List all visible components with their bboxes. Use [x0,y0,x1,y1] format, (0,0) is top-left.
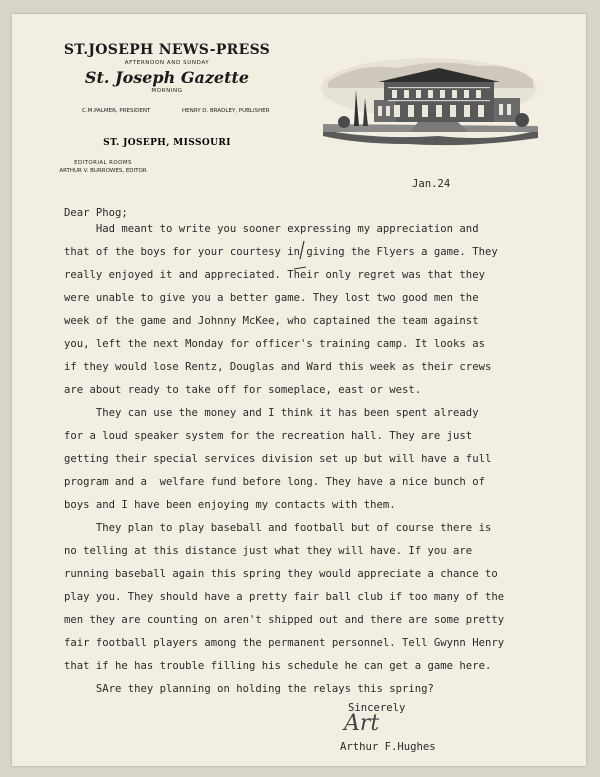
building-engraving [318,48,540,148]
body-line: week of the game and Johnny McKee, who captained the team against [64,315,479,327]
body-line: for a loud speaker system for the recreation hall. They are just [64,430,473,442]
body-line: running baseball again this spring they would appreciate a chance to [64,568,498,580]
handwritten-signature: Art [344,711,380,736]
body-line: no telling at this distance just what they will have. If you are [64,545,473,557]
signer-name: Arthur F.Hughes [340,741,436,753]
president-line: C.M.PALMER, PRESIDENT [82,108,151,114]
body-line: They can use the money and I think it has been spent already [64,407,479,419]
body-line: getting their special services division set up but will have a full [64,453,492,465]
editor-line: ARTHUR V. BURROWES, EDITOR [59,168,147,174]
salutation: Dear Phog; [64,207,128,219]
body-line: SAre they planning on holding the relays this spring? [64,683,434,695]
body-line: fair football players among the permanent personnel. Tell Gwynn Henry [64,637,505,649]
body-line: are about ready to take off for someplace, east or west. [64,384,422,396]
body-line: that of the boys for your courtesy in giving the Flyers a game. They [64,246,498,258]
gazette-edition: MORNING [151,88,183,94]
editorial-rooms-line: EDITORIAL ROOMS [74,160,132,166]
body-line: men they are counting on aren't shipped out and there are some pretty [64,614,505,626]
body-line: program and a welfare fund before long. They have a nice bunch of [64,476,485,488]
city-line: ST. JOSEPH, MISSOURI [103,138,231,148]
newspaper-editions: AFTERNOON AND SUNDAY [124,60,210,66]
body-line: you, left the next Monday for officer's training camp. It looks as [64,338,485,350]
body-line: if they would lose Rentz, Douglas and Ward this week as their crews [64,361,492,373]
body-line: Had meant to write you sooner expressing my appreciation and [64,223,479,235]
gazette-name: St. Joseph Gazette [84,68,250,87]
publisher-line: HENRY D. BRADLEY, PUBLISHER [182,108,270,114]
closing: Sincerely [348,702,406,714]
body-line: They plan to play baseball and football but of course there is [64,522,492,534]
newspaper-name: ST.JOSEPH NEWS-PRESS [63,42,271,58]
body-line: really enjoyed it and appreciated. Their only regret was that they [64,269,485,281]
body-line: were unable to give you a better game. They lost two good men the [64,292,479,304]
body-line: boys and I have been enjoying my contacts with them. [64,499,396,511]
body-line: play you. They should have a pretty fair ball club if too many of the [64,591,505,603]
letter-date: Jan.24 [412,178,451,190]
handwritten-correction-mark [292,239,310,279]
body-line: that if he has trouble filling his schedule he can get a game here. [64,660,492,672]
